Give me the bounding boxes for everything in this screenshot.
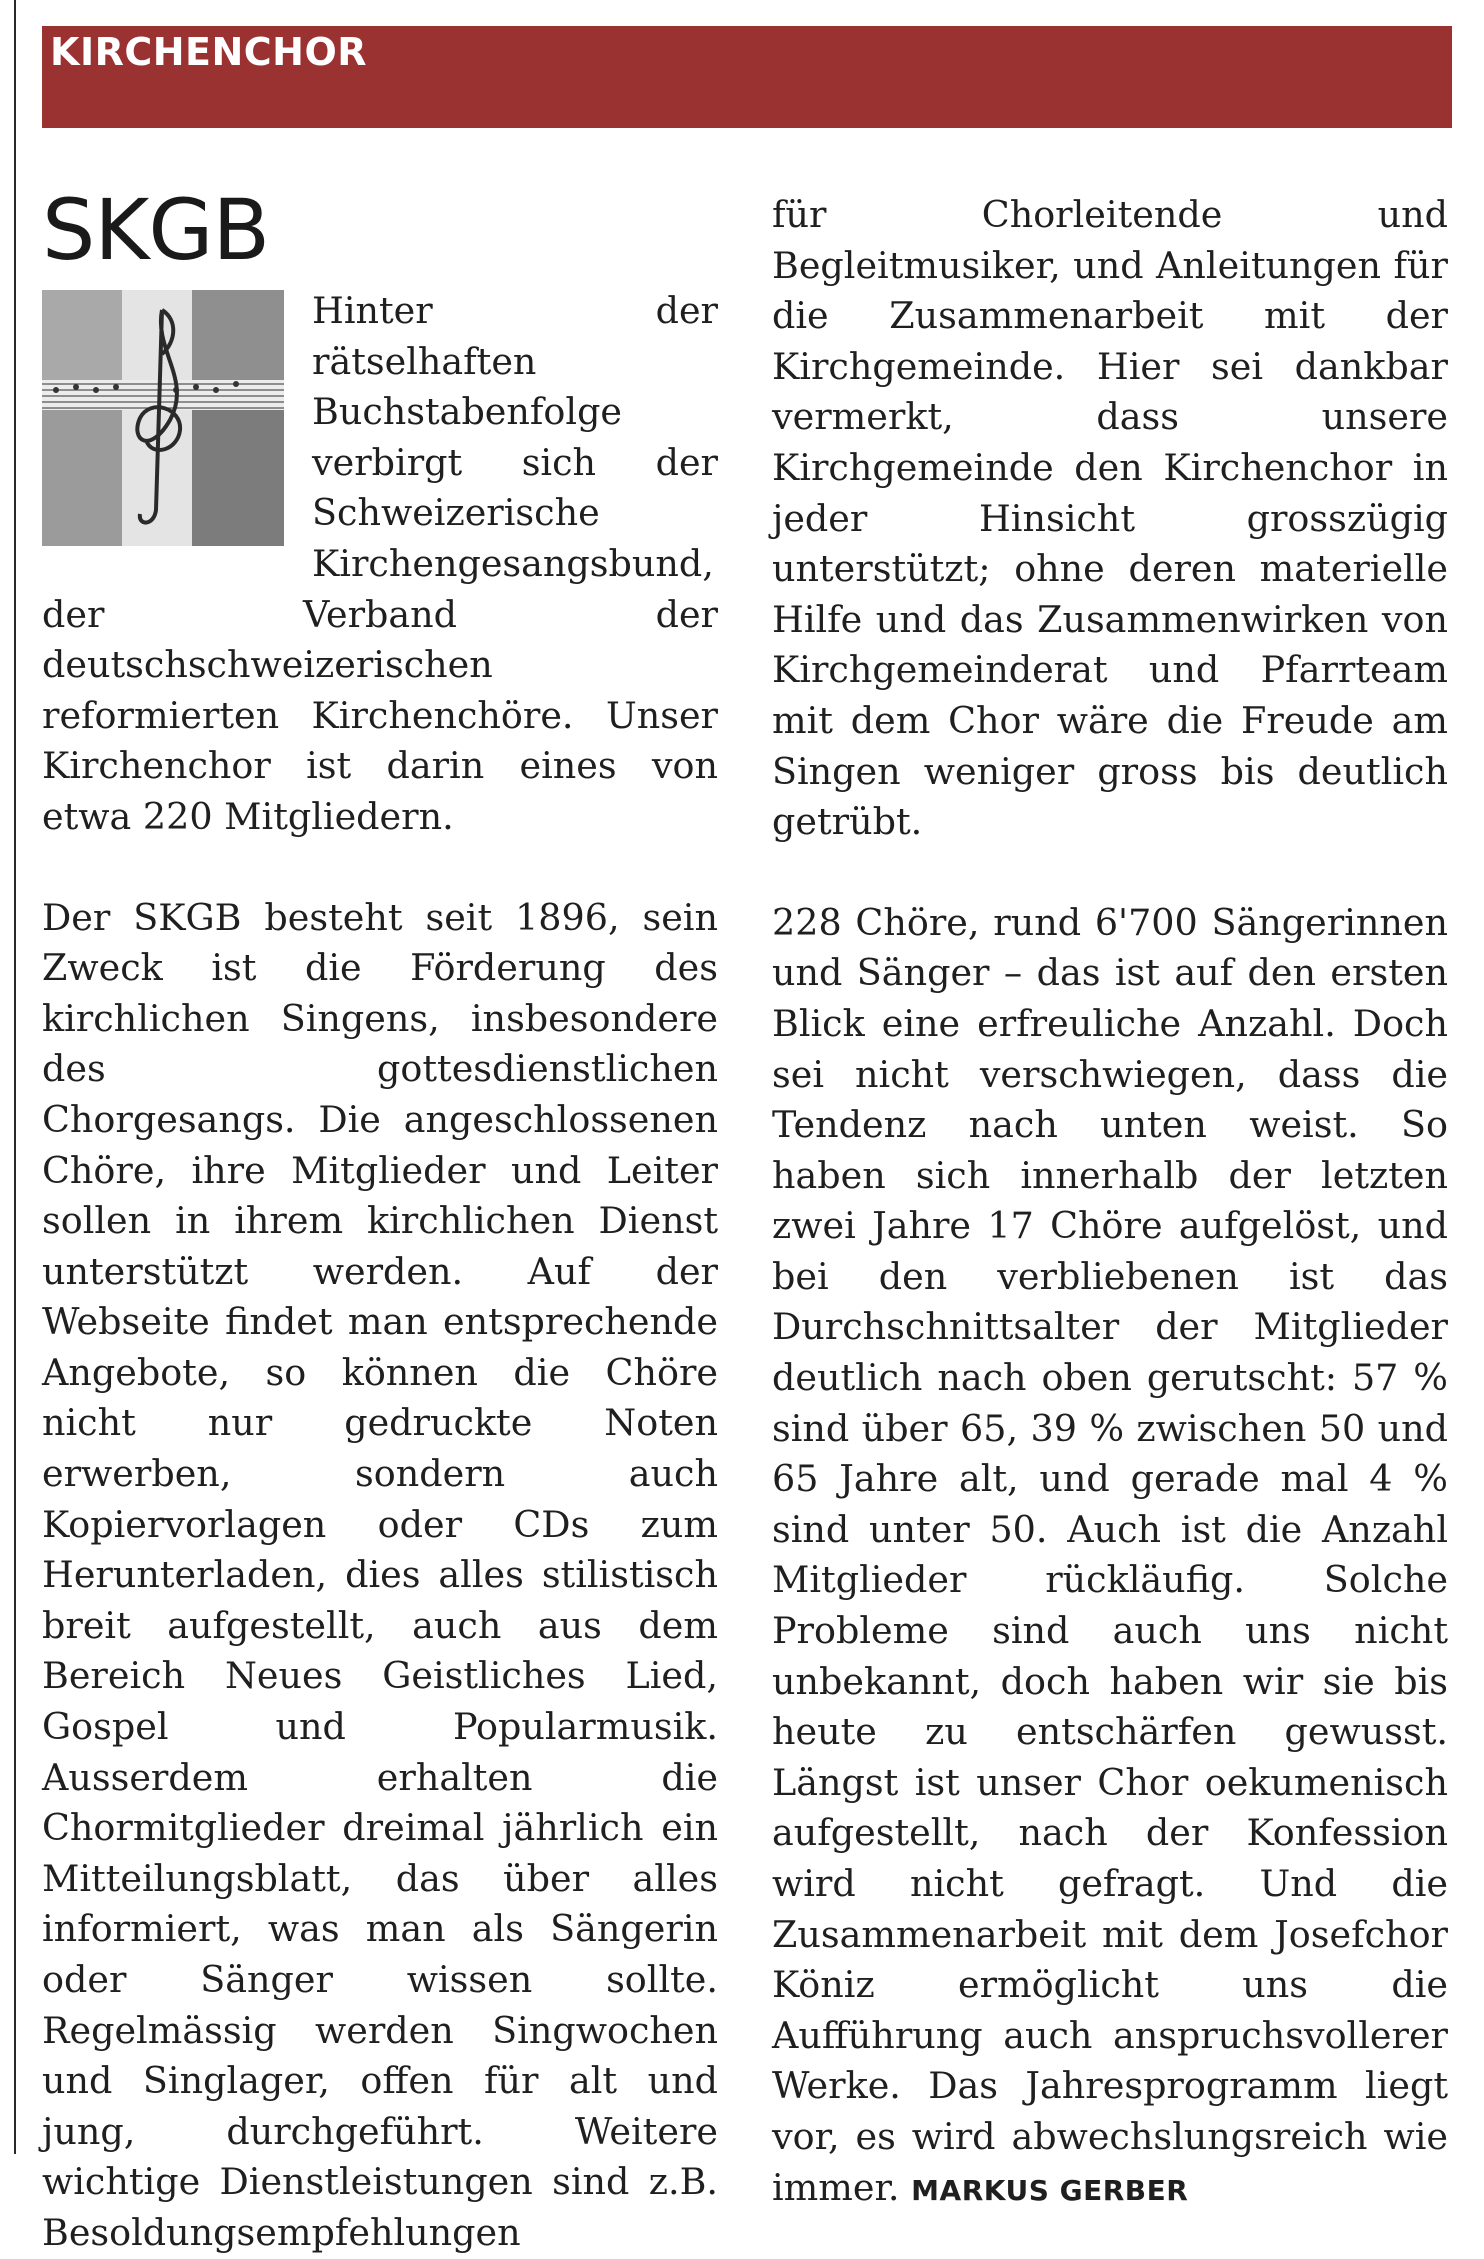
page-border <box>14 0 16 2154</box>
paragraph-with-byline <box>772 898 1448 2216</box>
paragraph-text: 228 Chöre, rund 6'700 Sängerinnen und Sänger – das ist auf den ersten Blick eine erfreuliche Anzahl. Doch sei nicht verschwiegen, dass die Tendenz nach unten weist. So haben sich innerhalb der letzten zwei Jahre 17 Chöre aufgelöst, und bei den verbliebenen ist das Durchschnittsalter der Mitglieder deutlich nach oben gerutscht: 57 % sind über 65, 39 % zwischen 50 und 65 Jahre alt, und gerade mal 4 % sind unter 50. Auch ist die Anzahl Mitglieder rückläufig. Solche Probleme sind auch uns nicht unbekannt, doch haben wir sie bis heute zu entschärfen gewusst. Längst ist unser Chor oekumenisch aufgestellt, nach der Konfession wird nicht gefragt. Und die Zusammenarbeit mit dem Josefchor Köniz ermöglicht uns die Aufführung auch anspruchsvollerer Werke. Das Jahresprogramm liegt vor, es wird abwechslungsreich wie immer. <box>772 900 1448 2209</box>
paragraph: für Chorleitende und Begleitmusiker, und Anleitungen für die Zusammenarbeit mit der Kirchgemeinde. Hier sei dankbar vermerkt, dass unsere Kirchgemeinde den Kirchenchor in jeder Hinsicht grosszügig unterstützt; ohne deren materielle Hilfe und das Zusammenwirken von Kirchgemeinderat und Pfarrteam mit dem Chor wäre die Freude am Singen weniger gross bis deutlich getrübt. <box>772 193 1448 844</box>
section-label: KIRCHENCHOR <box>50 30 368 74</box>
left-column <box>42 180 718 2259</box>
article-headline: SKGB <box>42 181 270 279</box>
paragraph: Hinter der rätselhaften Buchstabenfolge verbirgt sich der Schweizerische Kirchengesangsbund, der Verband der deutschschweizerischen reformierten Kirchenchöre. Unser Kirchenchor ist darin eines von etwa 220 Mitgliedern. <box>42 289 718 838</box>
right-column <box>772 190 1448 2216</box>
section-banner <box>42 26 1452 128</box>
paragraph: Der SKGB besteht seit 1896, sein Zweck ist die Förderung des kirchlichen Singens, insbesondere des gottesdienstlichen Chorgesangs. Die angeschlossenen Chöre, ihre Mitglieder und Leiter sollen in ihrem kirchlichen Dienst unterstützt werden. Auf der Webseite findet man entsprechende Angebote, so können die Chöre nicht nur gedruckte Noten erwerben, sondern auch Kopiervorlagen oder CDs zum Herunterladen, dies alles stilistisch breit aufgestellt, auch aus dem Bereich Neues Geistliches Lied, Gospel und Popularmusik. Ausserdem erhalten die Chormitglieder dreimal jährlich ein Mitteilungsblatt, das über alles informiert, was man als Sängerin oder Sänger wissen sollte. Regelmässig werden Singwochen und Singlager, offen für alt und jung, durchgeführt. Weitere wichtige Dienstleistungen sind z.B. Besoldungsempfehlungen <box>42 895 718 2254</box>
author-byline: MARKUS GERBER <box>911 2173 1189 2207</box>
treble-clef-icon <box>42 290 284 546</box>
music-illustration <box>42 290 284 546</box>
